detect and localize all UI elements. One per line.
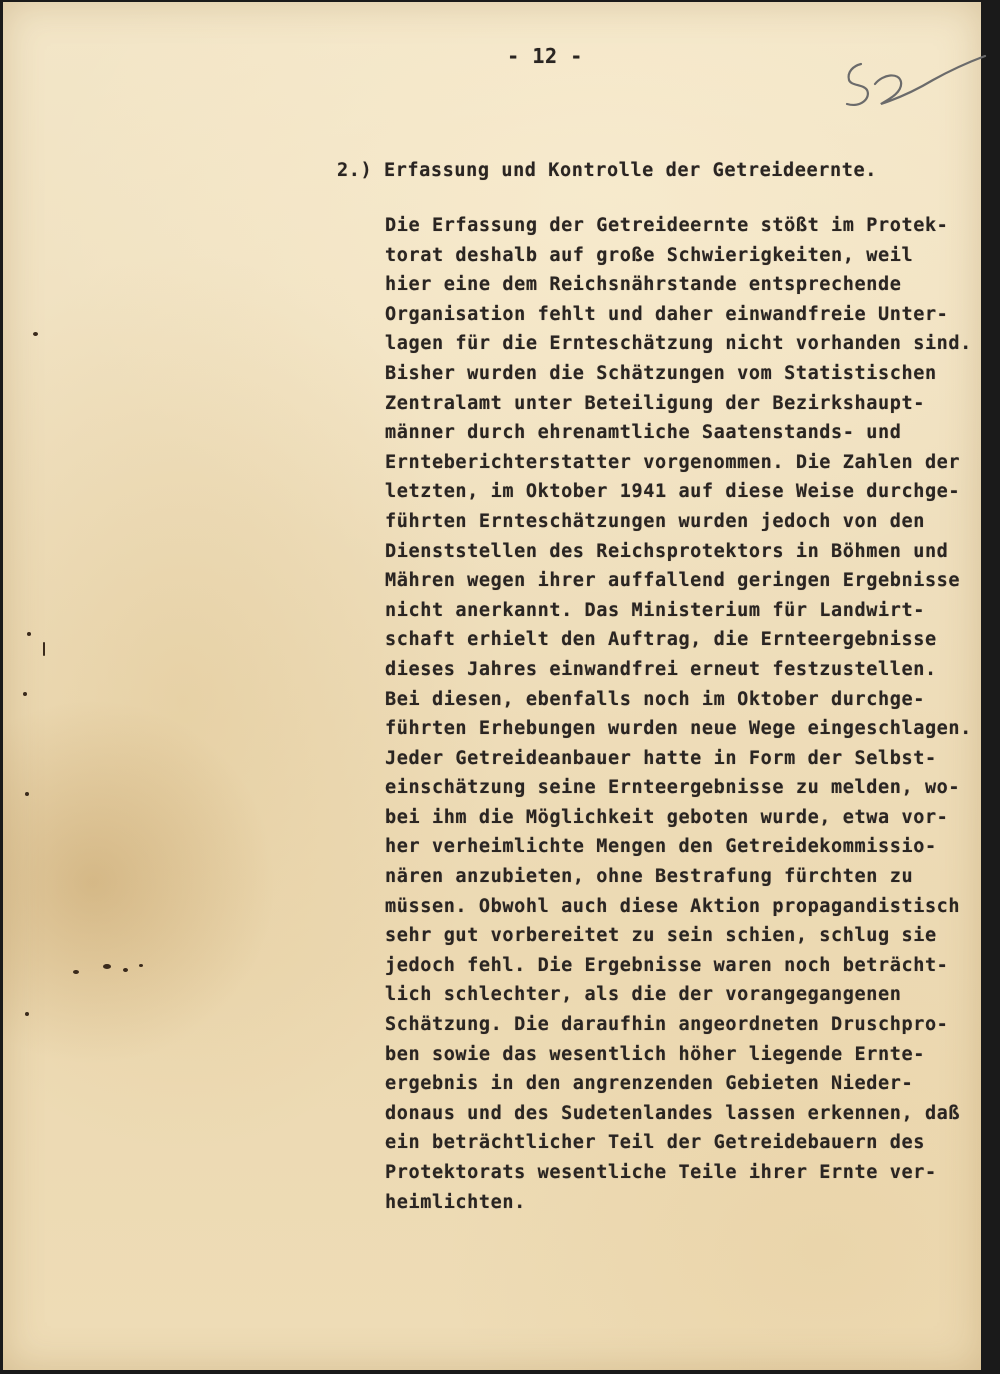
body-line: heimlichten.: [385, 1191, 526, 1213]
paper-spot: [33, 332, 38, 336]
handwritten-folio-mark: [833, 42, 993, 122]
paper-spot: [123, 968, 128, 972]
body-line: her verheimlichte Mengen den Getreidekommissio-: [385, 836, 937, 858]
paper-spot: [27, 632, 31, 636]
body-line: torat deshalb auf große Schwierigkeiten, weil: [385, 244, 914, 266]
paper-spot: [73, 970, 79, 974]
document-page: [3, 2, 981, 1370]
body-line: Protektorats wesentliche Teile ihrer Ernte ver-: [385, 1162, 937, 1183]
body-line: lich schlechter, als die der vorangegangenen: [385, 984, 902, 1006]
body-line: Zentralamt unter Beteiligung der Bezirkshaupt-: [385, 392, 925, 414]
body-line: Mähren wegen ihrer auffallend geringen Ergebnisse: [385, 570, 961, 592]
body-line: führten Ernteschätzungen wurden jedoch von den: [385, 510, 925, 532]
paper-spot: [23, 692, 27, 696]
page-number: - 12 -: [507, 44, 583, 68]
body-text: [385, 211, 972, 1217]
body-line: führten Erhebungen wurden neue Wege eingeschlagen.: [385, 718, 972, 740]
body-line: schaft erhielt den Auftrag, die Ernteergebnisse: [385, 629, 937, 651]
body-line: Bisher wurden die Schätzungen vom Statistischen: [385, 362, 937, 384]
body-line: sehr gut vorbereitet zu sein schien, schlug sie: [385, 925, 937, 947]
body-line: Organisation fehlt und daher einwandfreie Unter-: [385, 303, 949, 325]
body-line: letzten, im Oktober 1941 auf diese Weise durchge-: [385, 481, 961, 503]
body-line: Ernteberichterstatter vorgenommen. Die Zahlen der: [385, 451, 961, 473]
body-line: hier eine dem Reichsnährstande entsprechende: [385, 274, 902, 296]
body-line: donaus und des Sudetenlandes lassen erkennen, daß: [385, 1102, 961, 1124]
body-line: männer durch ehrenamtliche Saatenstands- und: [385, 422, 902, 444]
body-line: nären anzubieten, ohne Bestrafung fürchten zu: [385, 866, 914, 888]
body-line: einschätzung seine Ernteergebnisse zu melden, wo-: [385, 777, 961, 799]
paper-spot: [43, 642, 45, 656]
body-line: bei ihm die Möglichkeit geboten wurde, etwa vor-: [385, 806, 949, 828]
body-line: jedoch fehl. Die Ergebnisse waren noch beträcht-: [385, 954, 949, 976]
body-line: dieses Jahres einwandfrei erneut festzustellen.: [385, 658, 937, 680]
paper-spot: [25, 1012, 29, 1016]
paper-spot: [25, 792, 29, 796]
body-line: Bei diesen, ebenfalls noch im Oktober durchge-: [385, 688, 925, 710]
body-line: ben sowie das wesentlich höher liegende Ernte-: [385, 1043, 925, 1065]
body-line: nicht anerkannt. Das Ministerium für Landwirt-: [385, 599, 925, 621]
body-line: lagen für die Ernteschätzung nicht vorhanden sind.: [385, 333, 972, 355]
body-line: Dienststellen des Reichsprotektors in Böhmen und: [385, 540, 949, 562]
body-line: müssen. Obwohl auch diese Aktion propagandistisch: [385, 895, 961, 917]
body-line: Jeder Getreideanbauer hatte in Form der Selbst-: [385, 747, 937, 769]
body-line: Die Erfassung der Getreideernte stößt im Protek-: [385, 215, 949, 236]
body-line: ergebnis in den angrenzenden Gebieten Nieder-: [385, 1073, 914, 1095]
paper-spot: [103, 964, 111, 969]
body-line: ein beträchtlicher Teil der Getreidebauern des: [385, 1132, 925, 1154]
section-heading: 2.) Erfassung und Kontrolle der Getreideernte.: [337, 160, 877, 181]
body-line: Schätzung. Die daraufhin angeordneten Druschpro-: [385, 1014, 949, 1036]
paper-spot: [139, 964, 143, 967]
